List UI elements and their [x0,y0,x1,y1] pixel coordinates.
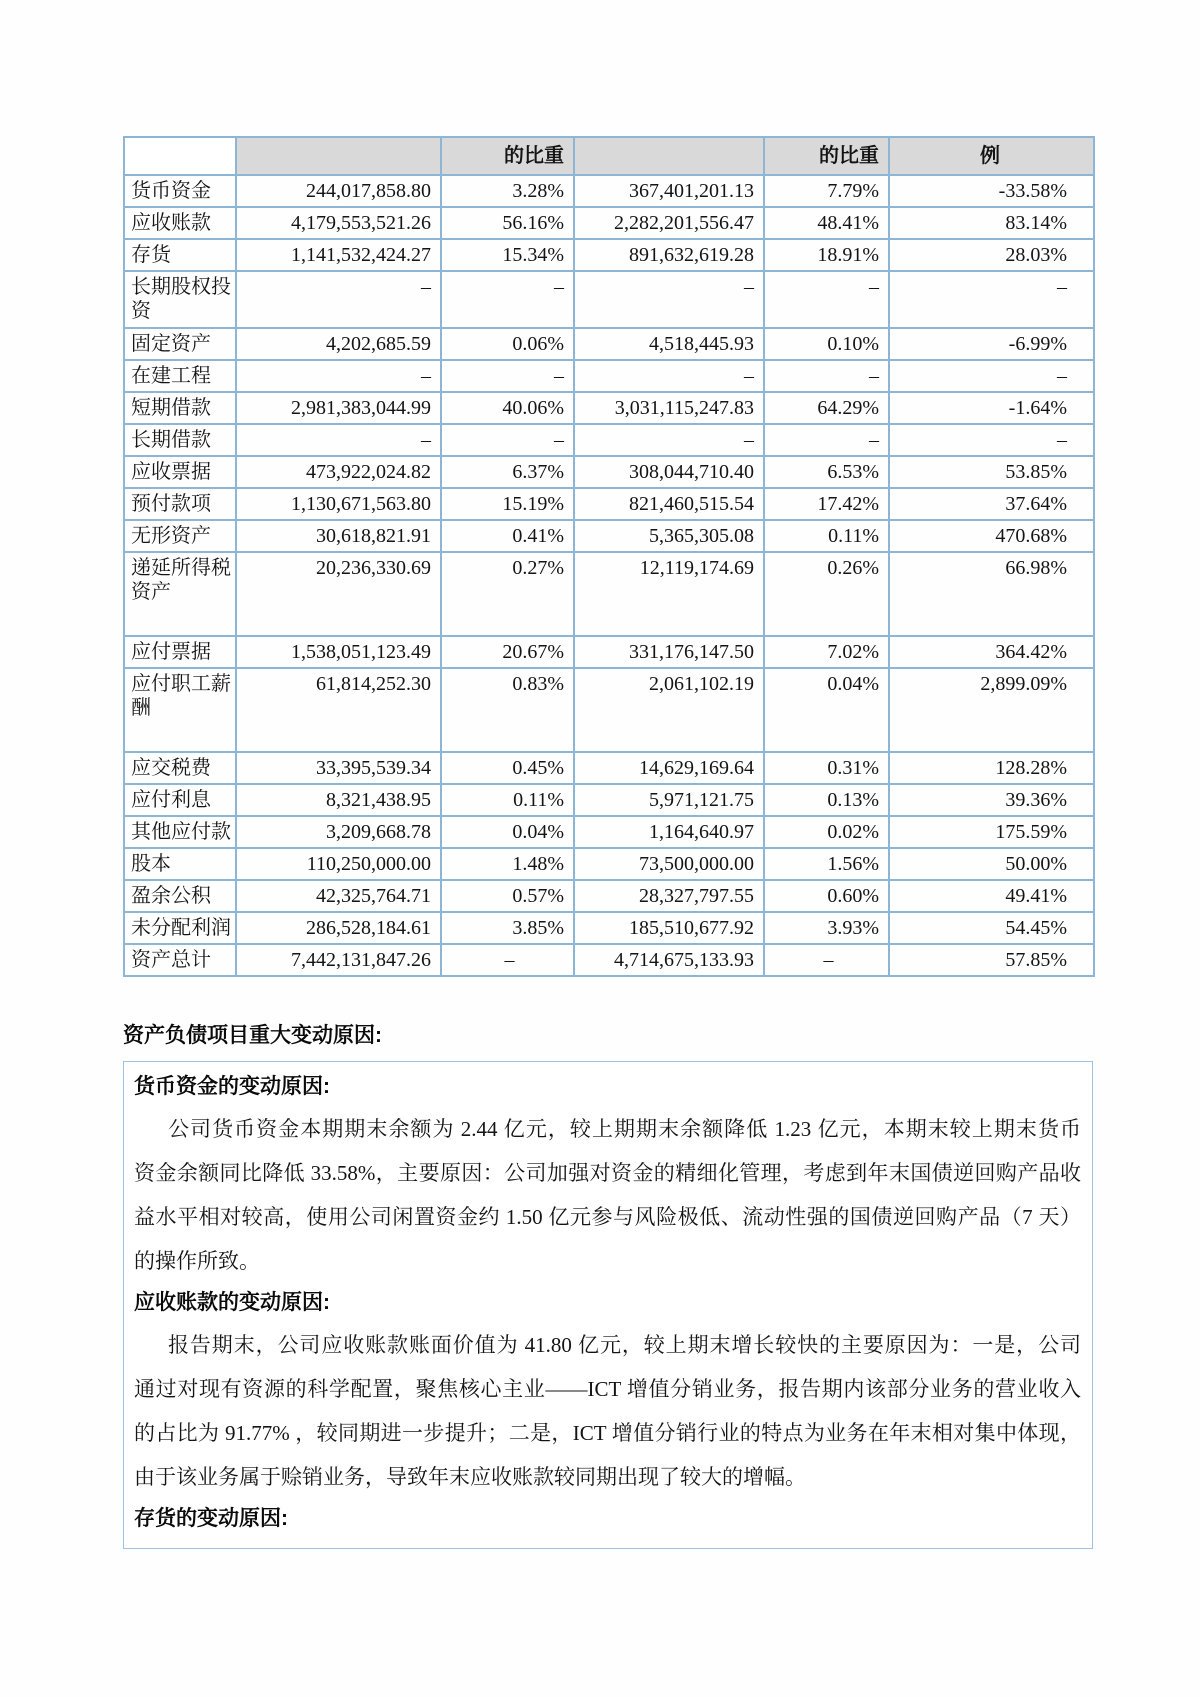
row-label-cell: 应交税费 [124,752,236,784]
table-row [124,239,1094,271]
balance-table-body [124,175,1094,976]
value-cell: 56.16% [441,207,574,239]
value-cell: 7.79% [764,175,889,207]
value-cell: 53.85% [889,456,1094,488]
value-cell: 3.93% [764,912,889,944]
row-label-cell: 资产总计 [124,944,236,976]
value-cell: 0.10% [764,328,889,360]
row-label-cell: 在建工程 [124,360,236,392]
value-cell: 12,119,174.69 [574,552,764,636]
value-cell: 4,714,675,133.93 [574,944,764,976]
table-row [124,552,1094,636]
value-cell: 61,814,252.30 [236,668,441,752]
table-row [124,784,1094,816]
table-row [124,207,1094,239]
table-row [124,175,1094,207]
value-cell: 244,017,858.80 [236,175,441,207]
table-row [124,848,1094,880]
value-cell: 64.29% [764,392,889,424]
table-row [124,488,1094,520]
value-cell: 286,528,184.61 [236,912,441,944]
paragraph-line: 资金余额同比降低 33.58%，主要原因：公司加强对资金的精细化管理，考虑到年末国债逆回购产品收 [134,1161,1081,1185]
value-cell: 49.41% [889,880,1094,912]
value-cell: 15.19% [441,488,574,520]
value-cell: 42,325,764.71 [236,880,441,912]
value-cell: 2,981,383,044.99 [236,392,441,424]
row-label-cell: 应收票据 [124,456,236,488]
value-cell: 3.85% [441,912,574,944]
table-header-row [124,137,1094,175]
value-cell: 54.45% [889,912,1094,944]
table-row [124,816,1094,848]
table-row [124,271,1094,328]
table-row [124,636,1094,668]
value-cell: 1,141,532,424.27 [236,239,441,271]
value-cell: 364.42% [889,636,1094,668]
value-cell: 8,321,438.95 [236,784,441,816]
reason-paragraph [134,1323,1081,1499]
value-cell: 40.06% [441,392,574,424]
value-cell: 3,209,668.78 [236,816,441,848]
value-cell: 33,395,539.34 [236,752,441,784]
value-cell: 7.02% [764,636,889,668]
value-cell: – [574,360,764,392]
table-row [124,392,1094,424]
value-cell: 50.00% [889,848,1094,880]
value-cell: – [574,424,764,456]
header-cell-item [124,137,236,175]
value-cell: 0.02% [764,816,889,848]
row-label-cell: 应付职工薪酬 [124,668,236,752]
value-cell: 83.14% [889,207,1094,239]
value-cell: 15.34% [441,239,574,271]
value-cell: 28.03% [889,239,1094,271]
value-cell: 7,442,131,847.26 [236,944,441,976]
value-cell: 175.59% [889,816,1094,848]
row-label-cell: 长期股权投资 [124,271,236,328]
table-row [124,944,1094,976]
value-cell: 0.57% [441,880,574,912]
paragraph-line: 益水平相对较高，使用公司闲置资金约 1.50 亿元参与风险极低、流动性强的国债逆回购产品（7 天） [134,1205,1081,1229]
paragraph-line: 由于该业务属于赊销业务，导致年末应收账款较同期出现了较大的增幅。 [134,1465,806,1489]
paragraph-line: 报告期末，公司应收账款账面价值为 41.80 亿元，较上期末增长较快的主要原因为：一是，公司 [168,1333,1081,1357]
reason-paragraph [134,1107,1081,1283]
value-cell: – [889,424,1094,456]
value-cell: 2,899.09% [889,668,1094,752]
value-cell: – [574,271,764,328]
value-cell: 1.48% [441,848,574,880]
paragraph-line: 的占比为 91.77% ，较同期进一步提升；二是，ICT 增值分销行业的特点为业务在年末相对集中体现， [134,1421,1081,1445]
value-cell: 66.98% [889,552,1094,636]
row-label-cell: 固定资产 [124,328,236,360]
value-cell: 2,282,201,556.47 [574,207,764,239]
table-row [124,520,1094,552]
header-cell-current-amount [236,137,441,175]
row-label-cell: 存货 [124,239,236,271]
value-cell: 4,179,553,521.26 [236,207,441,239]
value-cell: 3.28% [441,175,574,207]
value-cell: 4,518,445.93 [574,328,764,360]
value-cell: 0.13% [764,784,889,816]
row-label-cell: 盈余公积 [124,880,236,912]
section-title: 资产负债项目重大变动原因: [123,1024,382,1047]
value-cell: 308,044,710.40 [574,456,764,488]
value-cell: 110,250,000.00 [236,848,441,880]
value-cell: 0.11% [441,784,574,816]
value-cell: 473,922,024.82 [236,456,441,488]
value-cell: 30,618,821.91 [236,520,441,552]
value-cell: 185,510,677.92 [574,912,764,944]
value-cell: 3,031,115,247.83 [574,392,764,424]
row-label-cell: 应收账款 [124,207,236,239]
value-cell: 39.36% [889,784,1094,816]
header-cell-current-ratio: 的比重 [441,137,574,175]
paragraph-line: 通过对现有资源的科学配置，聚焦核心主业——ICT 增值分销业务，报告期内该部分业务的营业收入 [134,1377,1081,1401]
value-cell: 20.67% [441,636,574,668]
value-cell: 0.60% [764,880,889,912]
table-row [124,912,1094,944]
row-label-cell: 长期借款 [124,424,236,456]
value-cell: – [889,271,1094,328]
row-label-cell: 应付票据 [124,636,236,668]
value-cell: 0.04% [764,668,889,752]
value-cell: 0.06% [441,328,574,360]
value-cell: 57.85% [889,944,1094,976]
value-cell: 73,500,000.00 [574,848,764,880]
value-cell: 1.56% [764,848,889,880]
table-row [124,752,1094,784]
row-label-cell: 其他应付款 [124,816,236,848]
row-label-cell: 递延所得税资产 [124,552,236,636]
value-cell: 14,629,169.64 [574,752,764,784]
table-row [124,456,1094,488]
value-cell: -1.64% [889,392,1094,424]
table-header [124,137,1094,175]
balance-sheet-table [123,136,1095,977]
value-cell: – [764,360,889,392]
value-cell: – [236,271,441,328]
reason-heading: 存货的变动原因: [134,1507,288,1530]
value-cell: – [764,944,889,976]
value-cell: 37.64% [889,488,1094,520]
value-cell: 18.91% [764,239,889,271]
value-cell: 0.04% [441,816,574,848]
value-cell: -6.99% [889,328,1094,360]
row-label-cell: 未分配利润 [124,912,236,944]
value-cell: 5,365,305.08 [574,520,764,552]
value-cell: 367,401,201.13 [574,175,764,207]
value-cell: 0.31% [764,752,889,784]
value-cell: – [236,424,441,456]
reason-heading: 应收账款的变动原因: [134,1291,330,1314]
value-cell: 0.26% [764,552,889,636]
value-cell: 28,327,797.55 [574,880,764,912]
table-row [124,668,1094,752]
header-cell-change-ratio: 例 [889,137,1094,175]
value-cell: 1,538,051,123.49 [236,636,441,668]
value-cell: – [764,424,889,456]
value-cell: 2,061,102.19 [574,668,764,752]
value-cell: 6.53% [764,456,889,488]
value-cell: – [441,944,574,976]
value-cell: – [764,271,889,328]
value-cell: 0.27% [441,552,574,636]
value-cell: 821,460,515.54 [574,488,764,520]
value-cell: 0.41% [441,520,574,552]
value-cell: 0.11% [764,520,889,552]
value-cell: 17.42% [764,488,889,520]
row-label-cell: 股本 [124,848,236,880]
value-cell: 891,632,619.28 [574,239,764,271]
table-row [124,424,1094,456]
reasons-box [123,1061,1093,1549]
value-cell: 470.68% [889,520,1094,552]
header-cell-prior-amount [574,137,764,175]
row-label-cell: 应付利息 [124,784,236,816]
value-cell: 4,202,685.59 [236,328,441,360]
value-cell: 128.28% [889,752,1094,784]
table-row [124,328,1094,360]
row-label-cell: 无形资产 [124,520,236,552]
value-cell: – [236,360,441,392]
value-cell: – [441,360,574,392]
row-label-cell: 预付款项 [124,488,236,520]
value-cell: 20,236,330.69 [236,552,441,636]
table-row [124,880,1094,912]
value-cell: 48.41% [764,207,889,239]
value-cell: -33.58% [889,175,1094,207]
value-cell: 0.83% [441,668,574,752]
value-cell: 331,176,147.50 [574,636,764,668]
value-cell: 1,130,671,563.80 [236,488,441,520]
value-cell: – [889,360,1094,392]
page-content [123,136,1093,1549]
table-row [124,360,1094,392]
row-label-cell: 短期借款 [124,392,236,424]
value-cell: – [441,271,574,328]
paragraph-line: 的操作所致。 [134,1249,260,1273]
value-cell: 0.45% [441,752,574,784]
reason-heading: 货币资金的变动原因: [134,1075,330,1098]
row-label-cell: 货币资金 [124,175,236,207]
value-cell: 5,971,121.75 [574,784,764,816]
value-cell: 1,164,640.97 [574,816,764,848]
header-cell-prior-ratio: 的比重 [764,137,889,175]
value-cell: 6.37% [441,456,574,488]
value-cell: – [441,424,574,456]
paragraph-line: 公司货币资金本期期末余额为 2.44 亿元，较上期期末余额降低 1.23 亿元，本期末较上期末货币 [168,1117,1081,1141]
